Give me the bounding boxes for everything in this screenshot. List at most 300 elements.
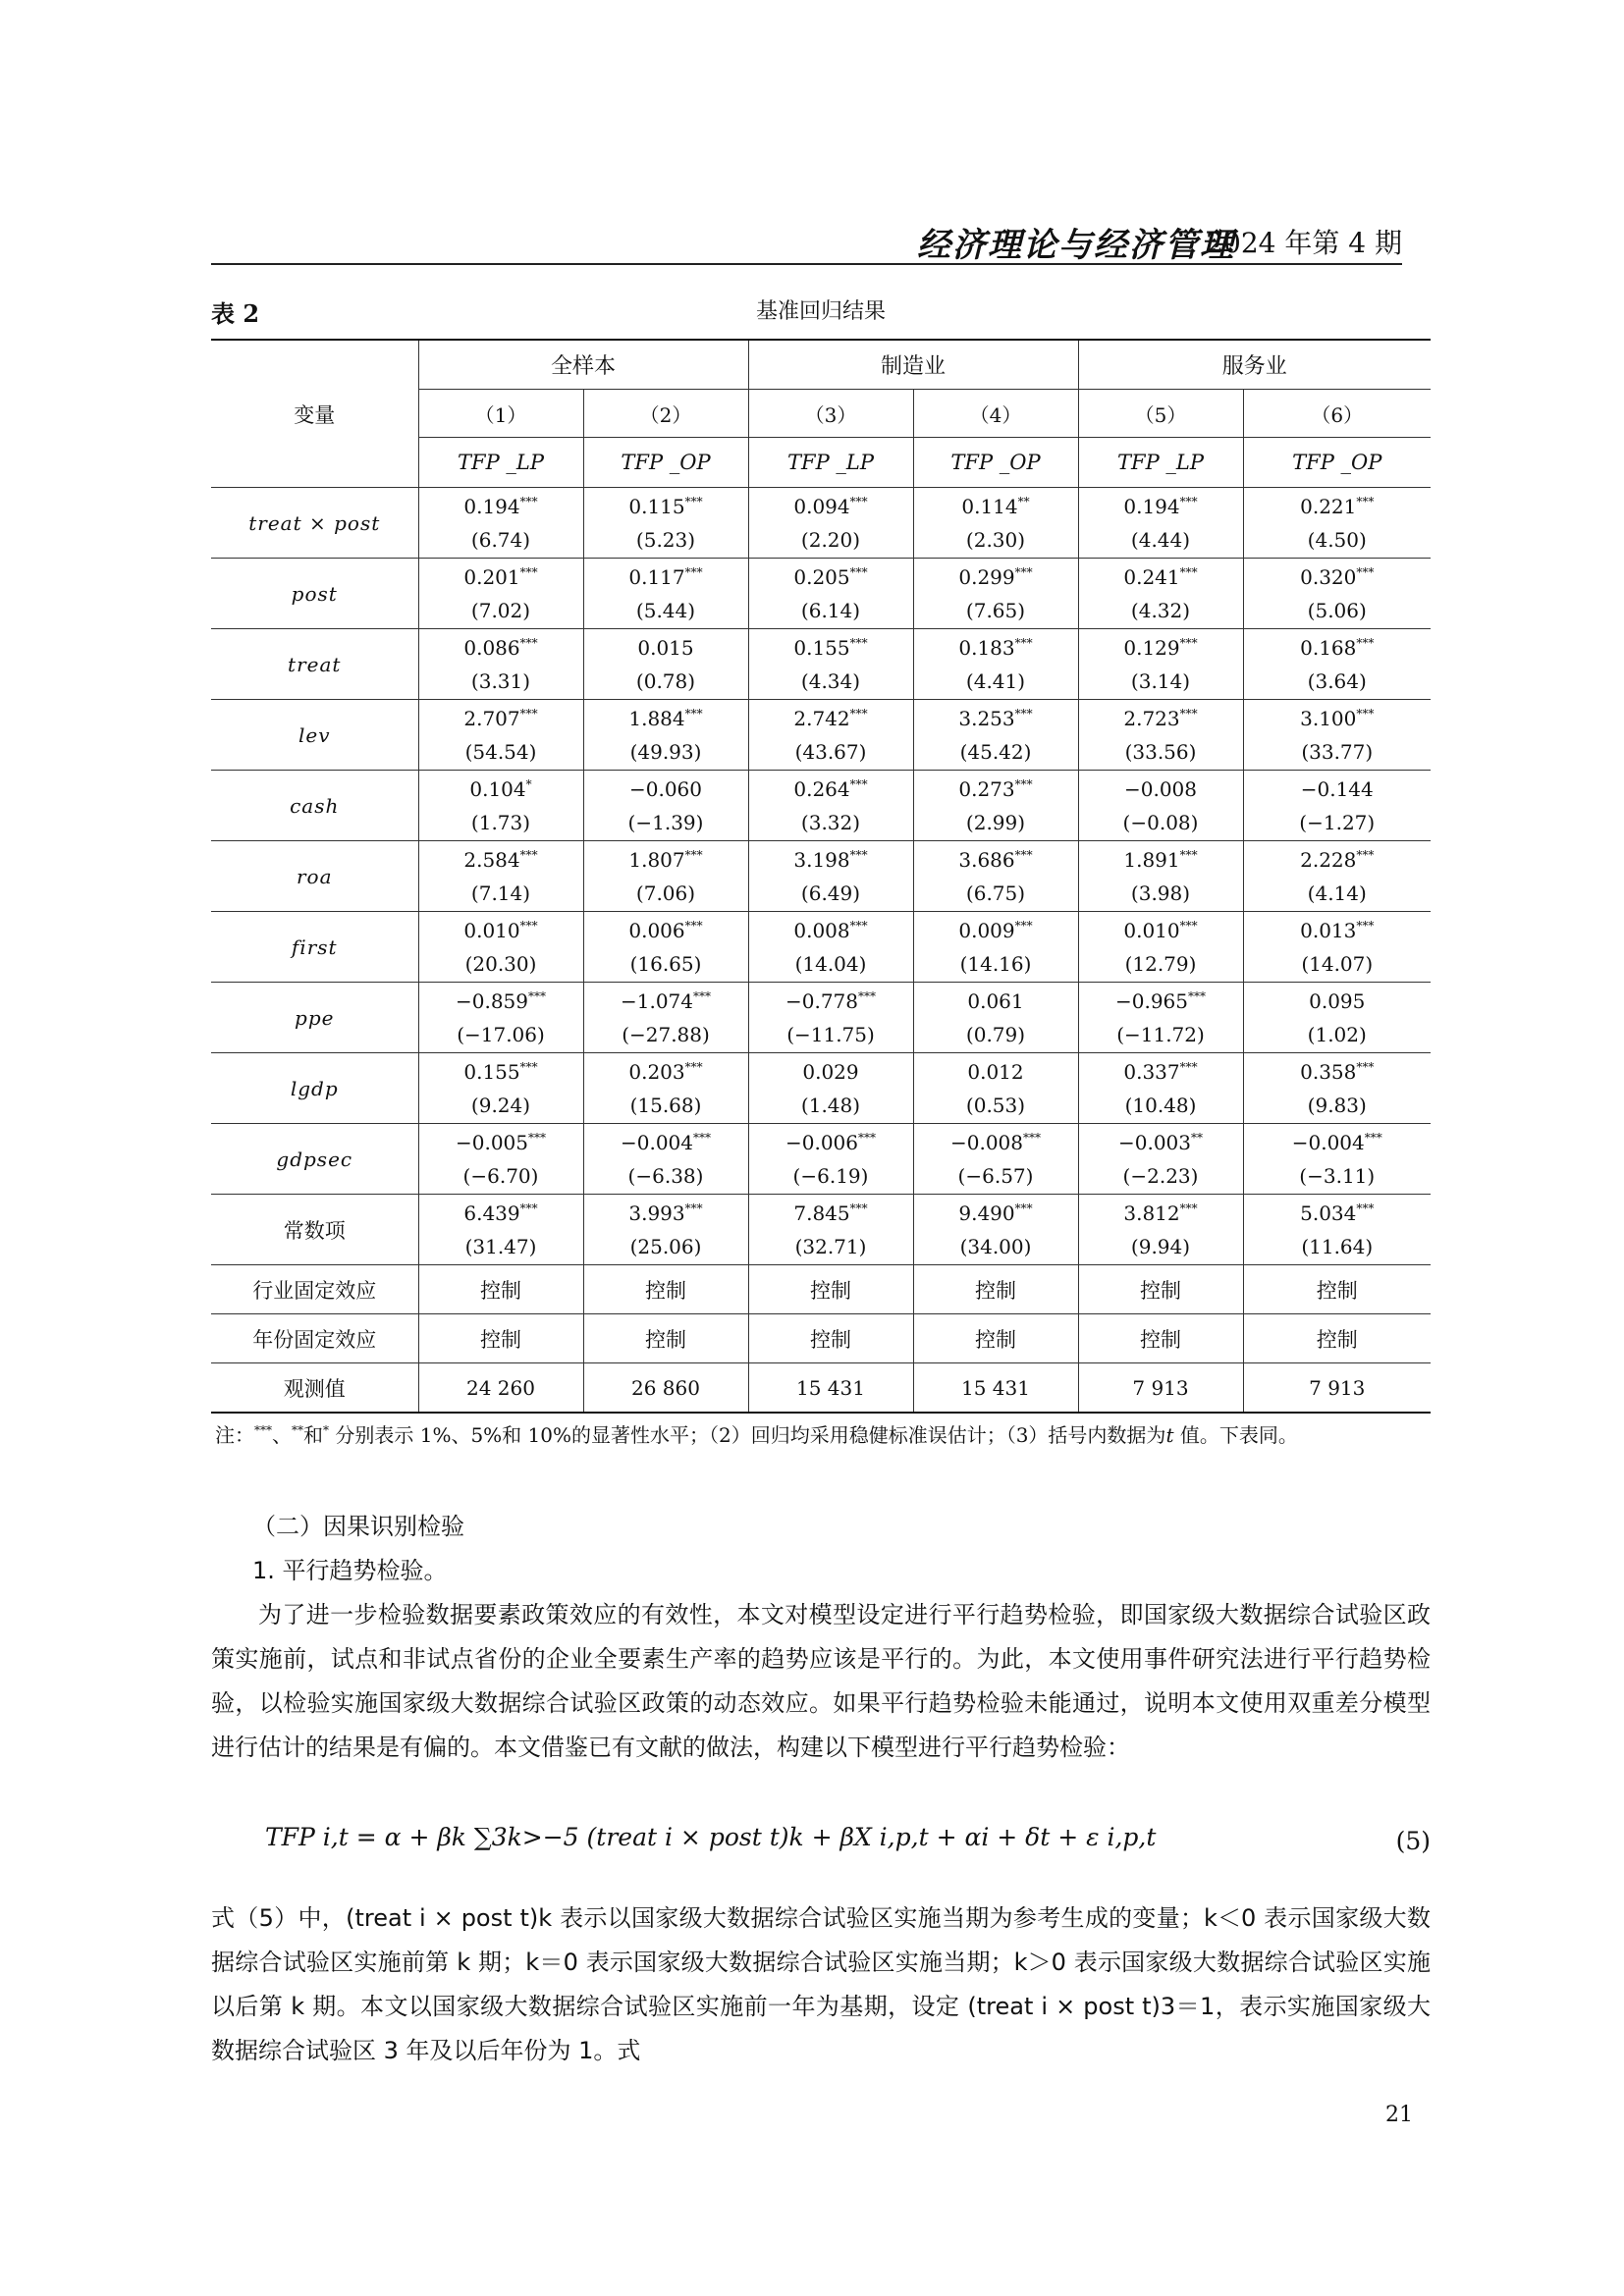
paragraph: 式（5）中，(treat i × post t)k 表示以国家级大数据综合试验区实施当期为参考生成的变量；k＜0 表示国家级大数据综合试验区实施前第 k 期；k＝0 表示国家级大数据综合试验区实施当期；k＞0 表示国家级大数据综合试验区实施以后第 k 期。本文以国家级大数据综合试验区实施前一年为基期，设定 (treat i × post t)3＝1，表示实施国家级大数据综合试验区 3 年及以后年份为 1。式: [211, 1904, 1431, 2064]
coefficient: [914, 702, 1078, 735]
table-cell: [1243, 1053, 1431, 1124]
coefficient-value: −0.004: [1291, 1130, 1365, 1154]
coefficient-value: 0.155: [463, 1059, 520, 1084]
t-statistic: (33.77): [1301, 739, 1374, 764]
table-cell: [748, 771, 913, 841]
group-header: 服务业: [1078, 340, 1431, 390]
table-cell: [1243, 841, 1431, 912]
significance-stars: ***: [849, 564, 868, 579]
coefficient: [1079, 631, 1243, 665]
coefficient-value: 2.742: [793, 706, 850, 730]
significance-stars: ***: [849, 494, 868, 508]
coefficient: [1079, 490, 1243, 523]
table-cell: [1243, 912, 1431, 983]
row-variable: treat: [211, 629, 418, 700]
t-statistic: (0.78): [635, 668, 696, 693]
significance-stars: ***: [1014, 564, 1033, 579]
coefficient: [1079, 985, 1243, 1018]
table-cell: [1078, 1124, 1243, 1195]
coefficient-value: −0.859: [455, 988, 528, 1013]
coefficient: [914, 773, 1078, 806]
significance-stars: ***: [1014, 1201, 1033, 1215]
t-statistic: (12.79): [1124, 951, 1197, 976]
significance-stars: ***: [1023, 1130, 1041, 1145]
t-statistic: (4.34): [800, 668, 861, 693]
coefficient: [419, 985, 583, 1018]
table-cell: [913, 1053, 1078, 1124]
equation-number: (5): [1395, 1827, 1431, 1855]
t-statistic: (4.50): [1307, 527, 1367, 552]
coefficient-value: 0.299: [958, 564, 1015, 589]
coefficient: [1244, 843, 1432, 877]
t-statistic: (−27.88): [622, 1022, 710, 1046]
t-statistic: (4.44): [1130, 527, 1191, 552]
coefficient: [914, 1055, 1078, 1089]
significance-stars: ***: [849, 635, 868, 650]
coefficient: [749, 561, 913, 594]
coefficient: [1244, 1197, 1432, 1230]
significance-stars: ***: [693, 988, 711, 1003]
t-statistic: (3.32): [800, 810, 861, 834]
table-cell: 控制: [418, 1314, 583, 1363]
t-statistic: (0.79): [965, 1022, 1026, 1046]
coefficient-value: 0.086: [463, 635, 520, 660]
page-number: 21: [1385, 2103, 1413, 2127]
table-cell: [748, 912, 913, 983]
coefficient: [419, 702, 583, 735]
significance-stars: ***: [849, 1201, 868, 1215]
table-caption: [211, 294, 1431, 334]
coefficient-value: −1.074: [620, 988, 693, 1013]
coefficient: [1244, 1126, 1432, 1159]
table-row: [211, 700, 1431, 771]
dependent-variable: TFP _OP: [913, 438, 1078, 488]
t-statistic: (1.48): [800, 1093, 861, 1117]
note-text: 注：: [215, 1423, 254, 1447]
significance-stars: ***: [684, 706, 703, 721]
table-cell: [418, 912, 583, 983]
table-cell: [418, 1124, 583, 1195]
table-cell: [583, 488, 748, 559]
significance-stars: ***: [1356, 847, 1375, 862]
coefficient-value: 1.891: [1123, 847, 1180, 872]
table-cell: [1243, 983, 1431, 1053]
t-statistic: (2.30): [965, 527, 1026, 552]
table-cell: 控制: [913, 1265, 1078, 1314]
t-statistic: (3.14): [1130, 668, 1191, 693]
coefficient: [1079, 1126, 1243, 1159]
t-statistic: (6.49): [800, 881, 861, 905]
significance-stars: ***: [1014, 635, 1033, 650]
coefficient-value: 0.194: [1123, 494, 1180, 518]
table-row: [211, 1265, 1431, 1314]
table-cell: [913, 841, 1078, 912]
table-cell: [583, 912, 748, 983]
table-cell: [583, 771, 748, 841]
dependent-variable: TFP _LP: [748, 438, 913, 488]
t-statistic: (9.83): [1307, 1093, 1367, 1117]
group-header: 制造业: [748, 340, 1078, 390]
coefficient-value: 3.686: [958, 847, 1015, 872]
row-variable: 年份固定效应: [211, 1314, 418, 1363]
table-cell: [1078, 488, 1243, 559]
coefficient-value: 0.115: [628, 494, 685, 518]
table-cell: [583, 1053, 748, 1124]
coefficient-value: 2.707: [463, 706, 520, 730]
table-cell: [1078, 983, 1243, 1053]
coefficient: [1079, 773, 1243, 806]
coefficient: [1244, 631, 1432, 665]
significance-stars: ***: [849, 847, 868, 862]
t-statistic: (14.07): [1301, 951, 1374, 976]
t-statistic: (2.20): [800, 527, 861, 552]
significance-stars: ***: [519, 494, 538, 508]
coefficient-value: 0.008: [793, 918, 850, 942]
table-row: [211, 912, 1431, 983]
table-row: [211, 1363, 1431, 1414]
t-statistic: (4.14): [1307, 881, 1367, 905]
variable-header: 变量: [211, 340, 418, 488]
table-row: [211, 841, 1431, 912]
coefficient-value: 0.009: [958, 918, 1015, 942]
table-cell: [748, 488, 913, 559]
coefficient-value: 0.320: [1300, 564, 1357, 589]
significance-stars: ***: [858, 988, 876, 1003]
t-statistic: (−6.57): [957, 1163, 1034, 1188]
coefficient: [419, 490, 583, 523]
coefficient: [914, 843, 1078, 877]
table-cell: [1078, 912, 1243, 983]
table-cell: [748, 700, 913, 771]
table-cell: [913, 912, 1078, 983]
dependent-variable: TFP _LP: [1078, 438, 1243, 488]
coefficient-value: 3.253: [958, 706, 1015, 730]
table-row: [211, 1053, 1431, 1124]
table-cell: [913, 559, 1078, 629]
coefficient-value: 0.114: [961, 494, 1018, 518]
significance-stars: ***: [1179, 494, 1198, 508]
t-statistic: (3.98): [1130, 881, 1191, 905]
t-statistic: (15.68): [629, 1093, 702, 1117]
table-row: [211, 983, 1431, 1053]
table-cell: [748, 1124, 913, 1195]
note-t-symbol: t: [1165, 1423, 1174, 1447]
table-cell: [583, 1195, 748, 1265]
t-statistic: (7.65): [965, 598, 1026, 622]
coefficient: [1244, 1055, 1432, 1089]
t-statistic: (5.06): [1307, 598, 1367, 622]
note-symbol: *: [323, 1423, 329, 1437]
coefficient: [1079, 843, 1243, 877]
t-statistic: (3.64): [1307, 668, 1367, 693]
table-cell: 控制: [583, 1265, 748, 1314]
table-cell: [1243, 771, 1431, 841]
table-cell: [418, 1195, 583, 1265]
column-number: （1）: [418, 390, 583, 438]
coefficient-value: 0.104: [469, 776, 526, 801]
coefficient: [914, 631, 1078, 665]
coefficient: [749, 1197, 913, 1230]
coefficient: [914, 985, 1078, 1018]
significance-stars: ***: [519, 1201, 538, 1215]
row-variable: ppe: [211, 983, 418, 1053]
dependent-variable: TFP _OP: [583, 438, 748, 488]
coefficient: [584, 561, 748, 594]
table-cell: 24 260: [418, 1363, 583, 1414]
coefficient: [749, 843, 913, 877]
coefficient-value: 0.273: [958, 776, 1015, 801]
row-variable: lgdp: [211, 1053, 418, 1124]
table-cell: [1078, 1195, 1243, 1265]
table-title: 基准回归结果: [755, 299, 886, 324]
table-cell: 15 431: [748, 1363, 913, 1414]
table-cell: [913, 771, 1078, 841]
coefficient: [584, 773, 748, 806]
coefficient-value: 0.117: [628, 564, 685, 589]
t-statistic: (0.53): [965, 1093, 1026, 1117]
t-statistic: (−11.75): [786, 1022, 875, 1046]
significance-stars: *: [525, 776, 532, 791]
coefficient-value: 3.812: [1123, 1201, 1180, 1225]
table-label: 表 2: [211, 299, 260, 328]
coefficient: [1244, 702, 1432, 735]
note-symbol: **: [292, 1423, 303, 1437]
coefficient: [419, 631, 583, 665]
table-cell: [1078, 700, 1243, 771]
significance-stars: ***: [1179, 635, 1198, 650]
table-body: [211, 488, 1431, 1414]
table-cell: [1243, 1124, 1431, 1195]
table-row: [211, 1124, 1431, 1195]
coefficient-value: 2.584: [463, 847, 520, 872]
t-statistic: (45.42): [959, 739, 1032, 764]
table-row: [211, 1314, 1431, 1363]
table-cell: [583, 629, 748, 700]
coefficient: [419, 843, 583, 877]
table-cell: 控制: [1243, 1265, 1431, 1314]
coefficient: [419, 1055, 583, 1089]
table-cell: [1243, 1195, 1431, 1265]
table-cell: [418, 771, 583, 841]
table-row: [211, 488, 1431, 559]
row-variable: post: [211, 559, 418, 629]
table-cell: [1078, 1053, 1243, 1124]
t-statistic: (2.99): [965, 810, 1026, 834]
row-variable: 观测值: [211, 1363, 418, 1414]
table-cell: 26 860: [583, 1363, 748, 1414]
coefficient: [584, 631, 748, 665]
running-header: [211, 216, 1402, 265]
table-row: [211, 771, 1431, 841]
coefficient-value: −0.778: [785, 988, 858, 1013]
significance-stars: ***: [528, 988, 546, 1003]
coefficient: [914, 490, 1078, 523]
table-cell: [1078, 559, 1243, 629]
coefficient: [584, 490, 748, 523]
significance-stars: ***: [1356, 918, 1375, 933]
significance-stars: ***: [1179, 847, 1198, 862]
table-cell: 控制: [748, 1314, 913, 1363]
coefficient: [419, 561, 583, 594]
table-cell: 控制: [913, 1314, 1078, 1363]
table-cell: [1078, 629, 1243, 700]
coefficient-value: −0.008: [1123, 776, 1197, 801]
significance-stars: ***: [849, 918, 868, 933]
issue-number: 2024 年第 4 期: [1206, 227, 1402, 259]
coefficient-value: 6.439: [463, 1201, 520, 1225]
coefficient-value: −0.003: [1117, 1130, 1191, 1154]
significance-stars: ***: [519, 847, 538, 862]
coefficient-value: 0.221: [1300, 494, 1357, 518]
table-cell: [1078, 841, 1243, 912]
coefficient: [584, 1197, 748, 1230]
significance-stars: ***: [1356, 706, 1375, 721]
t-statistic: (43.67): [794, 739, 867, 764]
coefficient-value: 0.094: [793, 494, 850, 518]
coefficient: [584, 914, 748, 947]
significance-stars: **: [1191, 1130, 1203, 1145]
table-row: [211, 1195, 1431, 1265]
coefficient: [914, 1197, 1078, 1230]
coefficient-value: 1.807: [628, 847, 685, 872]
coefficient: [1079, 914, 1243, 947]
note-text: 分别表示 1%、5%和 10%的显著性水平；（2）回归均采用稳健标准误估计；（3）括号内数据为: [329, 1423, 1166, 1447]
coefficient-value: −0.005: [455, 1130, 528, 1154]
equation: [265, 1823, 1431, 1872]
t-statistic: (20.30): [464, 951, 537, 976]
coefficient: [914, 1126, 1078, 1159]
t-statistic: (−1.27): [1299, 810, 1376, 834]
coefficient-value: 0.015: [637, 635, 694, 660]
t-statistic: (6.74): [470, 527, 531, 552]
t-statistic: (−6.70): [462, 1163, 539, 1188]
table-cell: [583, 700, 748, 771]
table-cell: 控制: [418, 1265, 583, 1314]
significance-stars: ***: [1179, 564, 1198, 579]
table-cell: [748, 983, 913, 1053]
coefficient-value: 0.194: [463, 494, 520, 518]
coefficient: [749, 1055, 913, 1089]
t-statistic: (10.48): [1124, 1093, 1197, 1117]
t-statistic: (31.47): [464, 1234, 537, 1258]
table-cell: [418, 629, 583, 700]
table-cell: [418, 700, 583, 771]
coefficient: [914, 561, 1078, 594]
table-cell: [913, 488, 1078, 559]
coefficient: [584, 702, 748, 735]
t-statistic: (−6.38): [627, 1163, 704, 1188]
coefficient: [749, 490, 913, 523]
table-cell: 控制: [1078, 1314, 1243, 1363]
dependent-variable: TFP _LP: [418, 438, 583, 488]
t-statistic: (4.41): [965, 668, 1026, 693]
t-statistic: (3.31): [470, 668, 531, 693]
coefficient-value: −0.006: [785, 1130, 858, 1154]
coefficient-value: 0.061: [967, 988, 1024, 1013]
row-variable: lev: [211, 700, 418, 771]
table-cell: [748, 1053, 913, 1124]
table-cell: [748, 559, 913, 629]
row-variable: 常数项: [211, 1195, 418, 1265]
table-cell: [1078, 771, 1243, 841]
t-statistic: (6.14): [800, 598, 861, 622]
significance-stars: ***: [1356, 1059, 1375, 1074]
coefficient: [419, 1126, 583, 1159]
table-cell: [748, 841, 913, 912]
significance-stars: ***: [1179, 706, 1198, 721]
table-cell: [913, 1195, 1078, 1265]
table-cell: [418, 983, 583, 1053]
coefficient: [1079, 561, 1243, 594]
journal-name: 经济理论与经济管理: [917, 226, 1235, 265]
significance-stars: ***: [693, 1130, 711, 1145]
subsection-heading: 1. 平行趋势检验。: [252, 1557, 448, 1584]
significance-stars: ***: [684, 918, 703, 933]
table-cell: [418, 1053, 583, 1124]
coefficient-value: −0.965: [1114, 988, 1188, 1013]
significance-stars: ***: [684, 1059, 703, 1074]
coefficient-value: 0.129: [1123, 635, 1180, 660]
column-number: （4）: [913, 390, 1078, 438]
t-statistic: (−1.39): [627, 810, 704, 834]
coefficient-value: 0.203: [628, 1059, 685, 1084]
note-text: 和: [303, 1423, 323, 1447]
significance-stars: ***: [528, 1130, 546, 1145]
note-text: 值。下表同。: [1173, 1423, 1298, 1447]
t-statistic: (9.24): [470, 1093, 531, 1117]
significance-stars: ***: [1179, 1201, 1198, 1215]
table-cell: [1243, 488, 1431, 559]
significance-stars: ***: [519, 918, 538, 933]
significance-stars: ***: [1188, 988, 1206, 1003]
t-statistic: (14.16): [959, 951, 1032, 976]
t-statistic: (1.02): [1307, 1022, 1367, 1046]
row-variable: treat × post: [211, 488, 418, 559]
table-cell: [913, 629, 1078, 700]
coefficient: [584, 1126, 748, 1159]
coefficient: [419, 914, 583, 947]
significance-stars: ***: [519, 706, 538, 721]
table-cell: [1243, 629, 1431, 700]
table-cell: [583, 983, 748, 1053]
coefficient-value: 0.010: [463, 918, 520, 942]
coefficient-value: 0.205: [793, 564, 850, 589]
row-variable: gdpsec: [211, 1124, 418, 1195]
table-cell: 15 431: [913, 1363, 1078, 1414]
coefficient: [1244, 561, 1432, 594]
significance-stars: ***: [519, 635, 538, 650]
coefficient-value: 0.201: [463, 564, 520, 589]
group-header: 全样本: [418, 340, 748, 390]
coefficient-value: −0.004: [620, 1130, 693, 1154]
table-cell: 控制: [748, 1265, 913, 1314]
coefficient-value: 0.358: [1300, 1059, 1357, 1084]
table-cell: 控制: [1243, 1314, 1431, 1363]
t-statistic: (33.56): [1124, 739, 1197, 764]
significance-stars: ***: [1014, 776, 1033, 791]
t-statistic: (5.23): [635, 527, 696, 552]
dependent-variable: TFP _OP: [1243, 438, 1431, 488]
t-statistic: (5.44): [635, 598, 696, 622]
table-cell: 7 913: [1243, 1363, 1431, 1414]
coefficient: [749, 702, 913, 735]
table-cell: 控制: [583, 1314, 748, 1363]
significance-stars: ***: [519, 1059, 538, 1074]
row-variable: cash: [211, 771, 418, 841]
significance-stars: ***: [1364, 1130, 1382, 1145]
significance-stars: ***: [1356, 635, 1375, 650]
coefficient-value: 3.993: [628, 1201, 685, 1225]
